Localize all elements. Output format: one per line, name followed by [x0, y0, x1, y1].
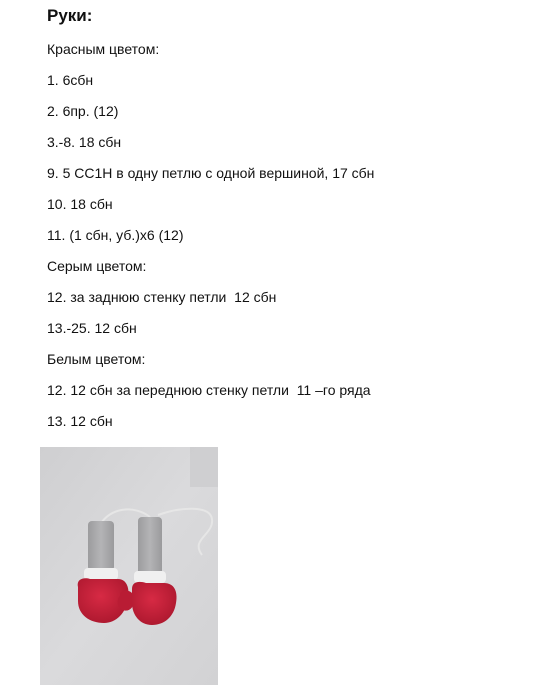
left-arm-gray: [88, 521, 114, 571]
instruction-line: Белым цветом:: [47, 351, 146, 367]
instruction-line: 3.-8. 18 сбн: [47, 134, 122, 150]
crochet-arms-illustration: [40, 447, 218, 685]
instruction-line: 10. 18 сбн: [47, 196, 113, 212]
photo-wall-shadow: [190, 447, 218, 487]
right-arm-gray: [138, 517, 162, 575]
crochet-arms-photo: [40, 447, 218, 685]
instruction-line: 9. 5 СС1Н в одну петлю с одной вершиной, 17 сбн: [47, 165, 375, 181]
left-arm-white-cuff: [84, 568, 118, 580]
instruction-line: 11. (1 сбн, уб.)х6 (12): [47, 227, 184, 243]
page-title: Руки:: [47, 6, 93, 25]
instruction-line: 1. 6сбн: [47, 72, 94, 88]
right-arm-white-cuff: [134, 571, 166, 583]
instruction-line: 12. за заднюю стенку петли 12 сбн: [47, 289, 277, 305]
instruction-line: 2. 6пр. (12): [47, 103, 119, 119]
instruction-line: 13. 12 сбн: [47, 413, 113, 429]
instruction-line: Красным цветом:: [47, 41, 160, 57]
instruction-line: 12. 12 сбн за переднюю стенку петли 11 –го ряда: [47, 382, 371, 398]
instruction-line: Серым цветом:: [47, 258, 147, 274]
instruction-line: 13.-25. 12 сбн: [47, 320, 137, 336]
